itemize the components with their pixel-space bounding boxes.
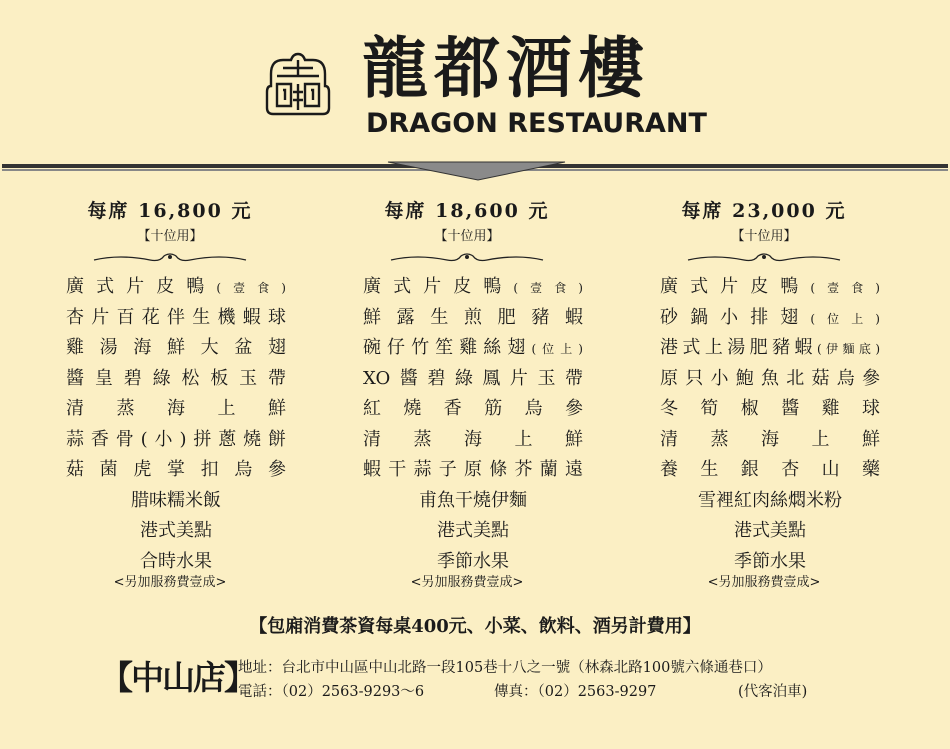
dragon-logo-icon [263, 52, 333, 118]
menu-item: 季節水果 [734, 550, 806, 572]
menu-seating: 【十位用】 [137, 229, 203, 244]
menu-item: 清蒸海上鮮 [66, 398, 286, 419]
flourish-ornament-icon [684, 250, 844, 266]
menu-item: 鮮露生煎肥豬蝦 [363, 306, 583, 328]
menu-item: 冬筍椒醬雞球 [660, 398, 880, 419]
header-divider [0, 160, 950, 184]
branch-name: 【中山店】 [100, 658, 255, 697]
restaurant-name-chinese: 龍都酒樓 [362, 29, 650, 107]
service-charge-note: <另加服務費壹成> [410, 575, 524, 590]
address-text: 地址：台北市中山區中山北路一段105巷十八之一號（林森北路100號六條通巷口） [238, 660, 772, 676]
menu-item: 甫魚干燒伊麵 [419, 489, 527, 511]
menu-item: 碗仔竹笙雞絲翅(位上) [363, 337, 583, 358]
menu-item: 清蒸海上鮮 [660, 428, 880, 450]
menu-column-18600 [337, 196, 597, 591]
menu-item: 原只小鮑魚北菇烏參 [660, 367, 880, 389]
menu-item: 港式美點 [140, 520, 212, 541]
menu-column-23000 [634, 196, 894, 591]
menu-item: 合時水果 [140, 550, 212, 572]
contact-row [238, 680, 807, 704]
flourish-ornament-icon [90, 250, 250, 266]
menu-item: 醬皇碧綠松板玉帶 [66, 367, 286, 389]
menu-item: 雪裡紅肉絲燜米粉 [698, 489, 842, 511]
menu-seating: 【十位用】 [434, 229, 500, 244]
menu-price: 每席 16,800 元 [87, 200, 253, 222]
menu-column-16800 [40, 196, 300, 591]
menu-price: 每席 18,600 元 [384, 200, 550, 222]
private-room-notice: 【包廂消費茶資每桌400元、小菜、飲料、酒另計費用】 [249, 616, 701, 637]
contact-info [238, 656, 807, 704]
menu-item: 菇菌虎掌扣烏參 [66, 459, 286, 480]
menu-seating: 【十位用】 [731, 229, 797, 244]
menu-item: 養生銀杏山藥 [660, 459, 880, 480]
menu-item: 廣式片皮鴨(壹食) [66, 276, 286, 297]
valet-parking-text: (代客泊車) [738, 684, 808, 700]
menu-item: 清蒸海上鮮 [363, 428, 583, 450]
menu-item-list [40, 272, 300, 577]
menu-item: 蒜香骨(小)拼蔥燒餅 [66, 428, 286, 450]
menu-item-list [337, 272, 597, 577]
menu-item: 腊味糯米飯 [131, 489, 221, 511]
menu-item: 港式美點 [734, 520, 806, 541]
fax-text: 傳真：（02）2563-9297 [494, 684, 657, 700]
menu-item: 港式美點 [437, 520, 509, 541]
service-charge-note: <另加服務費壹成> [707, 575, 821, 590]
restaurant-name-english: DRAGON RESTAURANT [366, 108, 707, 139]
menu-item: 廣式片皮鴨(壹食) [363, 276, 583, 297]
phone-text: 電話：（02）2563-9293～6 [238, 684, 425, 700]
menu-item: 港式上湯肥豬蝦(伊麵底) [660, 337, 880, 358]
service-charge-note: <另加服務費壹成> [113, 575, 227, 590]
menu-item: 砂鍋小排翅(位上) [660, 306, 880, 328]
menu-item: XO醬碧綠鳳片玉帶 [363, 367, 583, 389]
menu-item-list [634, 272, 894, 577]
menu-item: 杏片百花伴生機蝦球 [66, 306, 286, 328]
menu-item: 雞湯海鮮大盆翅 [66, 337, 286, 358]
menu-price: 每席 23,000 元 [681, 200, 847, 222]
menu-item: 廣式片皮鴨(壹食) [660, 276, 880, 297]
menu-item: 紅燒香筋烏參 [363, 398, 583, 419]
flourish-ornament-icon [387, 250, 547, 266]
menu-item: 季節水果 [437, 550, 509, 572]
menu-item: 蝦干蒜子原條芥蘭遠 [363, 459, 583, 480]
